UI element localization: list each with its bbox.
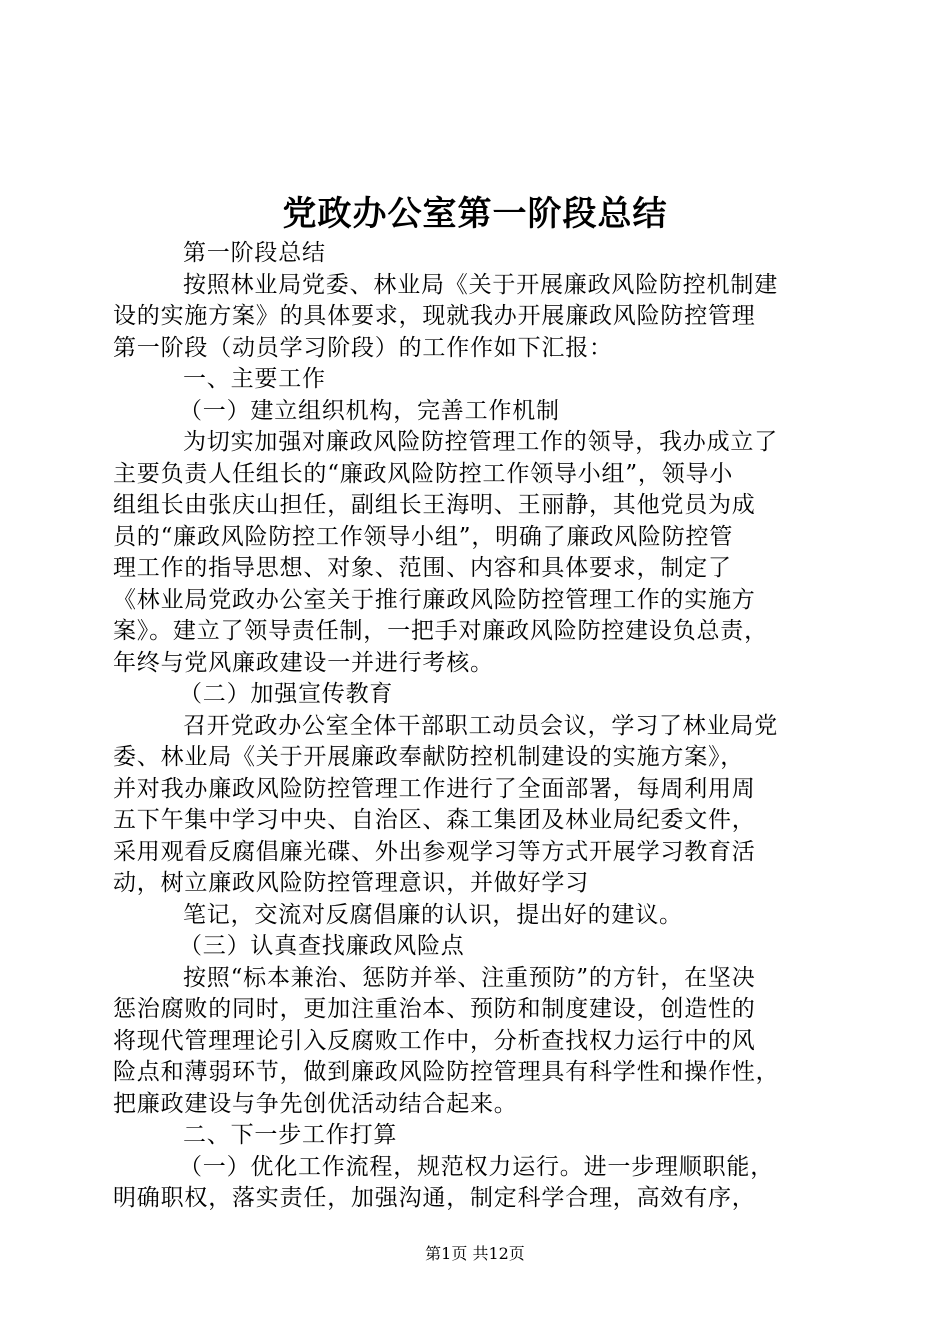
paragraph-line: 《林业局党政办公室关于推行廉政风险防控管理工作的实施方 <box>113 586 756 613</box>
paragraph-line: 召开党政办公室全体干部职工动员会议，学习了林业局党 <box>183 712 778 739</box>
paragraph-line: 主要负责人任组长的“廉政风险防控工作领导小组”，领导小 <box>113 460 734 487</box>
subsection-heading: （一）建立组织机构，完善工作机制 <box>179 397 560 424</box>
section-heading: 二、下一步工作打算 <box>183 1122 398 1148</box>
paragraph-line: 并对我办廉政风险防控管理工作进行了全面部署，每周利用周 <box>113 775 756 802</box>
paragraph-line: 理工作的指导思想、对象、范围、内容和具体要求，制定了 <box>113 555 732 581</box>
paragraph-line: 按照林业局党委、林业局《关于开展廉政风险防控机制建 <box>183 271 778 298</box>
paragraph-line: 明确职权，落实责任，加强沟通，制定科学合理，高效有序， <box>113 1185 756 1211</box>
paragraph-line: 为切实加强对廉政风险防控管理工作的领导，我办成立了 <box>183 429 778 455</box>
paragraph-line: 采用观看反腐倡廉光碟、外出参观学习等方式开展学习教育活 <box>113 838 756 865</box>
paragraph-line: 员的“廉政风险防控工作领导小组”，明确了廉政风险防控管 <box>113 523 734 550</box>
paragraph-line: 组组长由张庆山担任，副组长王海明、王丽静，其他党员为成 <box>113 492 756 518</box>
page-footer: 第1页 共12页 <box>425 1244 525 1263</box>
paragraph-line: 将现代管理理论引入反腐败工作中，分析查找权力运行中的风 <box>113 1027 756 1054</box>
document-body <box>113 238 848 1215</box>
paragraph-line: 设的实施方案》的具体要求，现就我办开展廉政风险防控管理 <box>113 303 756 329</box>
paragraph-line: 笔记，交流对反腐倡廉的认识，提出好的建议。 <box>183 901 683 928</box>
paragraph-line: （一）优化工作流程，规范权力运行。进一步理顺职能， <box>179 1153 774 1180</box>
paragraph-line: 惩治腐败的同时，更加注重治本、预防和制度建设，创造性的 <box>113 996 756 1022</box>
paragraph-line: 动，树立廉政风险防控管理意识，并做好学习 <box>113 870 589 896</box>
paragraph-line: 五下午集中学习中央、自治区、森工集团及林业局纪委文件， <box>113 807 756 833</box>
subsection-heading: （三）认真查找廉政风险点 <box>179 933 465 959</box>
paragraph-line: 第一阶段总结 <box>183 240 326 266</box>
paragraph-line: 把廉政建设与争先创优活动结合起来。 <box>113 1090 518 1117</box>
paragraph-line: 案》。建立了领导责任制，一把手对廉政风险防控建设负总责， <box>113 618 768 644</box>
subsection-heading: （二）加强宣传教育 <box>179 681 394 707</box>
document-title: 党政办公室第一阶段总结 <box>282 194 668 234</box>
paragraph-line: 年终与党风廉政建设一并进行考核。 <box>113 649 494 676</box>
paragraph-line: 按照“标本兼治、惩防并举、注重预防”的方针，在坚决 <box>183 964 756 991</box>
section-heading: 一、主要工作 <box>183 366 326 392</box>
paragraph-line: 委、林业局《关于开展廉政奉献防控机制建设的实施方案》， <box>113 744 745 770</box>
paragraph-line: 险点和薄弱环节，做到廉政风险防控管理具有科学性和操作性， <box>113 1059 780 1085</box>
paragraph-line: 第一阶段（动员学习阶段）的工作作如下汇报： <box>113 334 613 361</box>
